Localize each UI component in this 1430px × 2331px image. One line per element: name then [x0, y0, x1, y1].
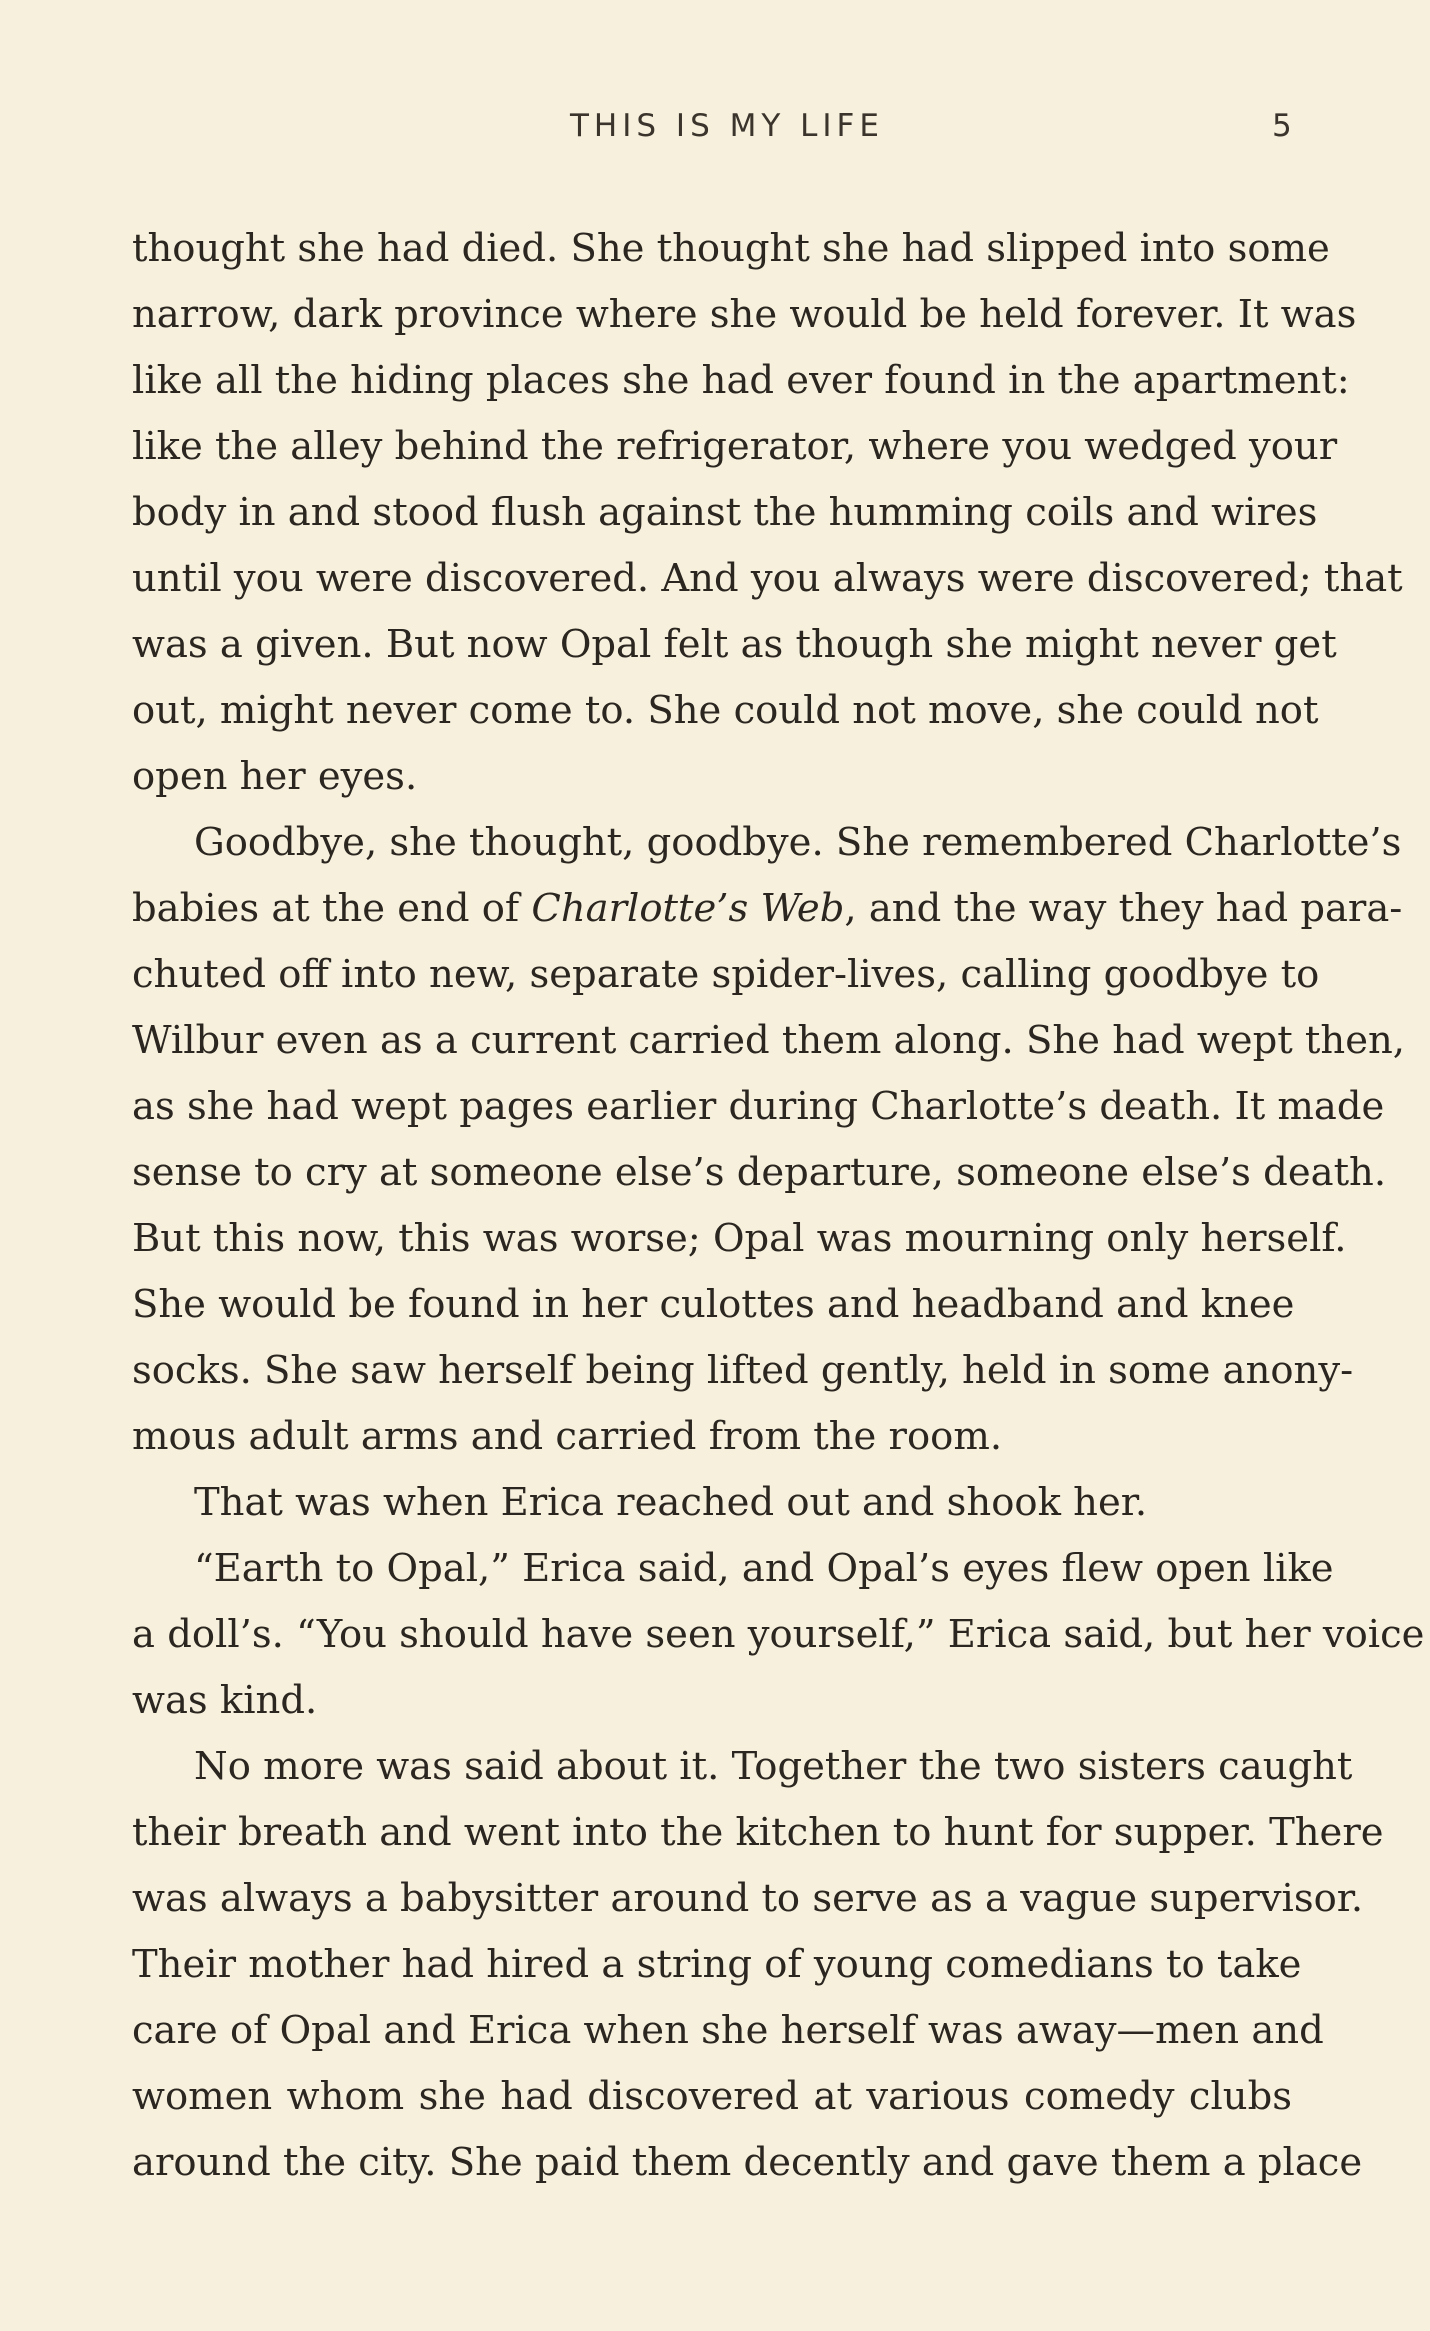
text-line: No more was said about it. Together the two sisters caught [194, 1744, 1353, 1789]
text-line: out, might never come to. She could not move, she could not [132, 688, 1319, 733]
running-head: THIS IS MY LIFE [570, 108, 884, 144]
text-line: “Earth to Opal,” Erica said, and Opal’s eyes flew open like [194, 1546, 1334, 1591]
text-line: their breath and went into the kitchen to hunt for supper. There [132, 1810, 1384, 1855]
text-line: a doll’s. “You should have seen yourself,” Erica said, but her voice [132, 1612, 1425, 1657]
text-line: as she had wept pages earlier during Charlotte’s death. It made [132, 1084, 1385, 1129]
text-line: body in and stood flush against the humming coils and wires [132, 490, 1318, 535]
text-line: But this now, this was worse; Opal was mourning only herself. [132, 1216, 1347, 1261]
text-line: was always a babysitter around to serve as a vague supervisor. [132, 1876, 1364, 1921]
text-line: socks. She saw herself being lifted gently, held in some anony- [132, 1348, 1354, 1393]
text-line: like the alley behind the refrigerator, where you wedged your [132, 424, 1338, 469]
body-text [132, 216, 1425, 2196]
text-line: chuted off into new, separate spider-lives, calling goodbye to [132, 952, 1320, 997]
text-line: around the city. She paid them decently and gave them a place [132, 2140, 1363, 2185]
text-line: sense to cry at someone else’s departure, someone else’s death. [132, 1150, 1387, 1195]
text-line: was kind. [132, 1678, 318, 1723]
text-line: Their mother had hired a string of young comedians to take [132, 1942, 1302, 1987]
text-line: open her eyes. [132, 754, 418, 799]
page-number: 5 [1272, 108, 1292, 144]
text-line: until you were discovered. And you always were discovered; that [132, 556, 1403, 601]
text-line: like all the hiding places she had ever found in the apartment: [132, 358, 1350, 403]
text-line: women whom she had discovered at various comedy clubs [132, 2074, 1292, 2119]
text-line: She would be found in her culottes and headband and knee [132, 1282, 1295, 1327]
text-line: Wilbur even as a current carried them along. She had wept then, [132, 1018, 1406, 1063]
text-fragment: , and the way they had para- [844, 886, 1403, 931]
text-line: thought she had died. She thought she had slipped into some [132, 226, 1330, 271]
text-line: care of Opal and Erica when she herself was away—men and [132, 2008, 1324, 2053]
text-line: mous adult arms and carried from the room. [132, 1414, 1003, 1459]
book-title-italic: Charlotte’s Web [531, 886, 845, 931]
text-fragment: babies at the end of [132, 886, 532, 931]
text-line [132, 876, 1403, 942]
text-line: narrow, dark province where she would be held forever. It was [132, 292, 1357, 337]
text-line: That was when Erica reached out and shook her. [194, 1480, 1148, 1525]
text-line: was a given. But now Opal felt as though she might never get [132, 622, 1337, 667]
text-line: Goodbye, she thought, goodbye. She remembered Charlotte’s [194, 820, 1402, 865]
